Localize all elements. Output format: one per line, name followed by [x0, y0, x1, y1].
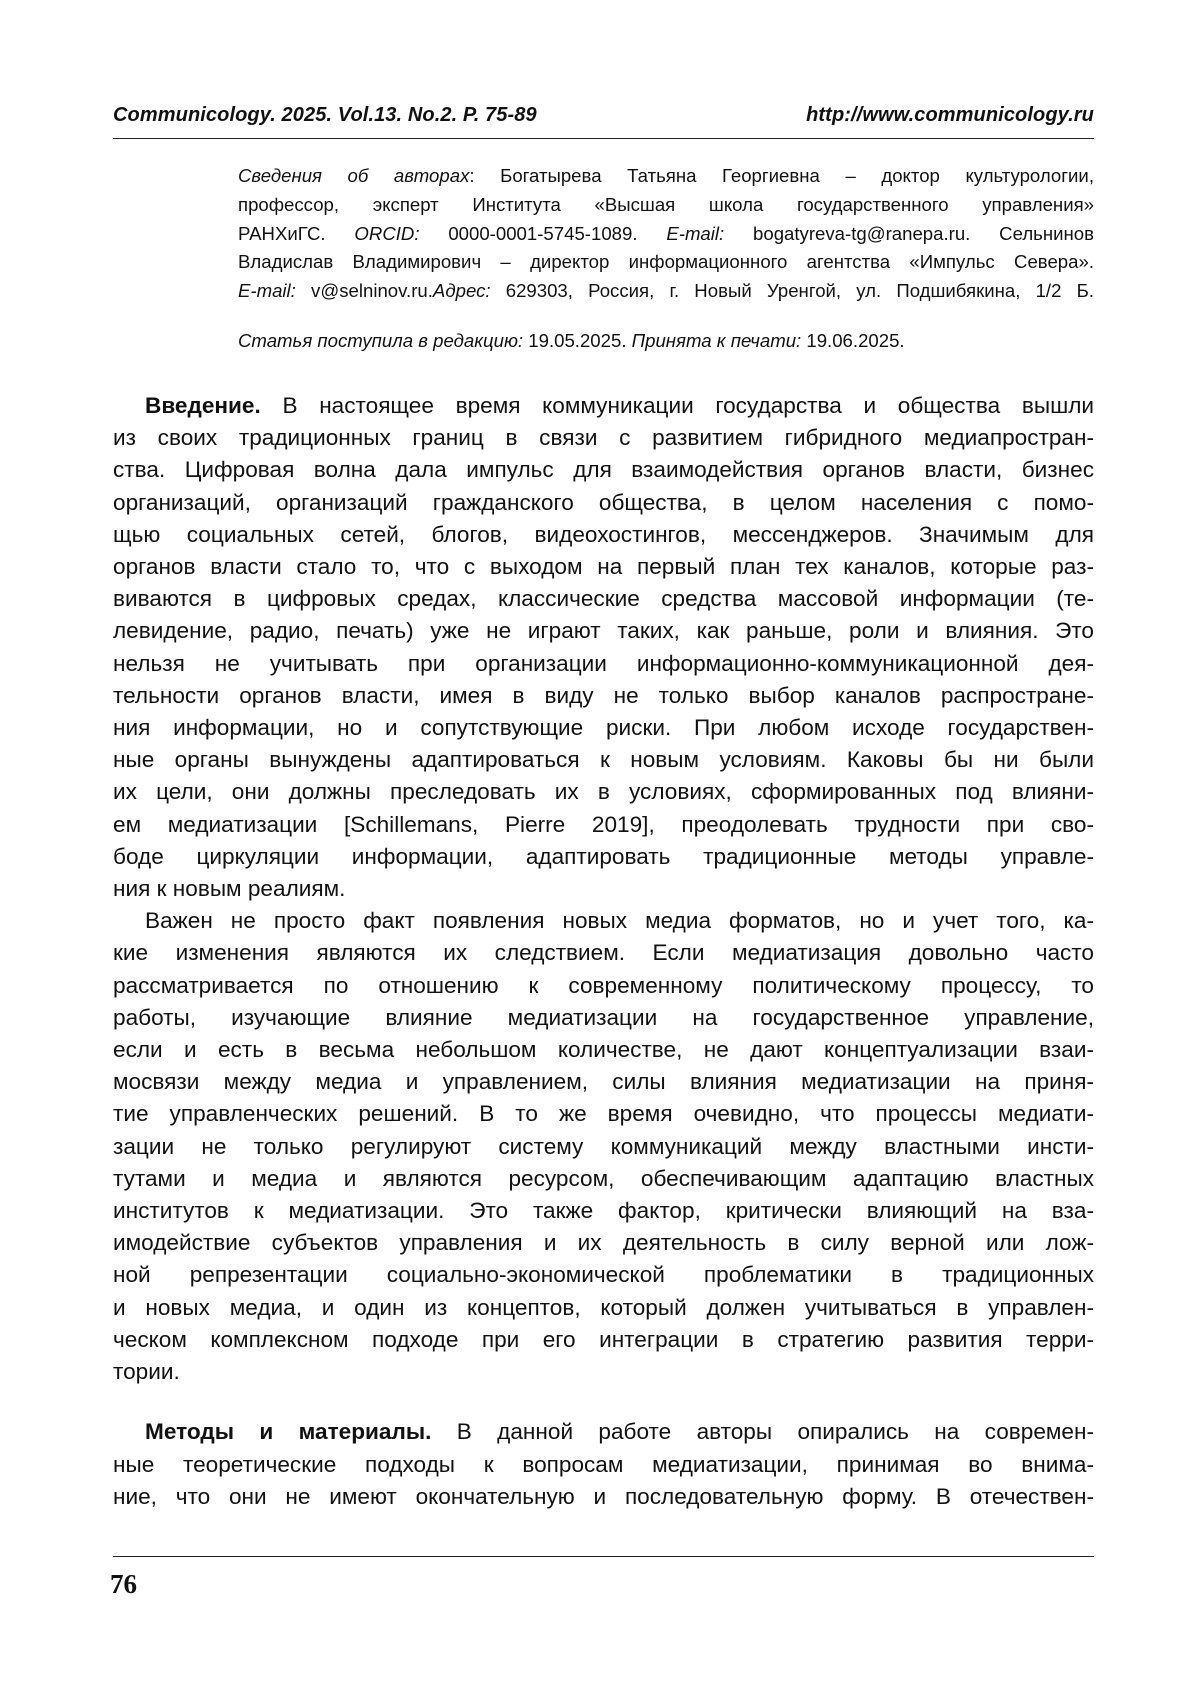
accepted-date: 19.06.2025. [801, 330, 905, 351]
journal-citation: Communicology. 2025. Vol.13. No.2. P. 75-89 [113, 104, 537, 126]
intro-paragraph-1: Введение. В настоящее время коммуникации государства и общества вышли из своих традиционных границ в связи с развитием гибридного медиапростран- ства. Цифровая волна дала импульс для взаимодействия органов власти, бизнес организаций, организаций гражданского общества, в целом населения с помо- щью социальных сетей, блогов, видеохостингов, мессенджеров. Значимым для органов власти стало то, что с выходом на первый план тех каналов, которые раз- виваются в цифровых средах, классические средства массовой информации (те- левидение, радио, печать) уже не играют таких, как раньше, роли и влияния. Это нельзя не учитывать при организации информационно-коммуникационной дея- тельности органов власти, имея в виду не только выбор каналов распростране- ния информации, но и сопутствующие риски. При любом исходе государствен- ные органы вынуждены адаптироваться к новым условиям. Каковы бы ни были их цели, они должны преследовать их в условиях, сформированных под влияни- ем медиатизации [Schillemans, Pierre 2019], преодолевать трудности при сво- боде циркуляции информации, адаптировать традиционные методы управле- ния к новым реалиям. [113, 393, 1094, 902]
page-number: 76 [110, 1569, 137, 1599]
author-line: Владислав Владимирович – директор информационного агентства «Импульс Севера». [238, 251, 1094, 273]
methods-paragraph-1: Методы и материалы. В данной работе авторы опирались на современ- ные теоретические подходы к вопросам медиатизации, принимая во внима- ние, что они не имеют окончательную и последовательную форму. В отечествен- [113, 1419, 1094, 1509]
intro-heading: Введение. [145, 393, 261, 418]
author-info [238, 162, 1094, 306]
methods-heading: Методы и материалы. [145, 1419, 432, 1445]
author-line: РАНХиГС. ORCID: 0000-0001-5745-1089. E-mail: bogatyreva-tg@ranepa.ru. Сельнинов [238, 222, 1094, 244]
accepted-label: Принята к печати: [631, 330, 802, 351]
intro-paragraph-2: Важен не просто факт появления новых медиа форматов, но и учет того, ка- кие изменения являются их следствием. Если медиатизация довольно часто рассматривается по отношению к современному политическому процессу, то работы, изучающие влияние медиатизации на государственное управление, если и есть в весьма небольшом количестве, не дают концептуализации взаи- мосвязи между медиа и управлением, силы влияния медиатизации на приня- тие управленческих решений. В то же время очевидно, что процессы медиати- зации не только регулируют систему коммуникаций между властными инсти- тутами и медиа и являются ресурсом, обеспечивающим адаптацию властных институтов к медиатизации. Это также фактор, критически влияющий на вза- имодействие субъектов управления и их деятельность в силу верной или лож- ной репрезентации социально-экономической проблематики в традиционных и новых медиа, и один из концептов, который должен учитываться в управлен- ческом комплексном подходе при его интеграции в стратегию развития терри- тории. [113, 908, 1094, 1385]
article-body [113, 390, 1094, 1513]
header-rule [113, 138, 1094, 139]
author-line: профессор, эксперт Института «Высшая школа государственного управления» [238, 193, 1094, 215]
running-header [113, 104, 1094, 127]
author-line: Сведения об авторах: Богатырева Татьяна Георгиевна – доктор культурологии, [238, 165, 1094, 186]
received-dates [238, 330, 1094, 352]
footer-rule [113, 1556, 1094, 1557]
journal-url[interactable]: http://www.communicology.ru [806, 104, 1094, 126]
received-date: 19.05.2025. [523, 330, 632, 351]
author-line: E-mail: v@selninov.ru.Адрес: 629303, Россия, г. Новый Уренгой, ул. Подшибякина, 1/2 Б. [238, 280, 1094, 302]
received-label: Статья поступила в редакцию: [238, 330, 524, 351]
